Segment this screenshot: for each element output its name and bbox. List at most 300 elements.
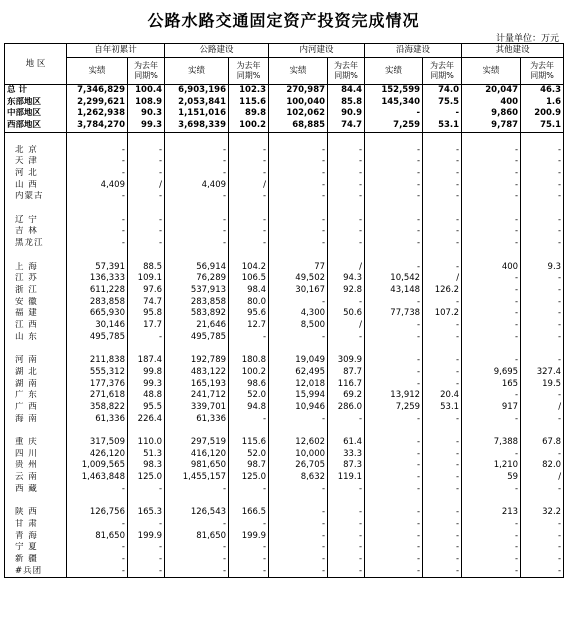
actual-cell: - <box>269 156 328 168</box>
region-cell: 贵 州 <box>5 460 67 472</box>
spacer-cell <box>165 132 229 144</box>
actual-cell: - <box>365 226 423 238</box>
yoy-cell: 48.8 <box>128 390 165 402</box>
actual-cell: - <box>462 238 521 250</box>
actual-cell: 77 <box>269 262 328 274</box>
actual-cell: - <box>462 542 521 554</box>
table-row <box>5 460 564 472</box>
yoy-cell: - <box>229 226 269 238</box>
yoy-cell: - <box>128 542 165 554</box>
table-row <box>5 156 564 168</box>
region-cell: 吉 林 <box>5 226 67 238</box>
region-cell: 江 西 <box>5 320 67 332</box>
actual-cell: - <box>365 507 423 519</box>
actual-cell: - <box>365 108 423 120</box>
yoy-cell: 309.9 <box>328 355 365 367</box>
actual-cell: - <box>165 215 229 227</box>
actual-cell: - <box>462 320 521 332</box>
actual-cell: - <box>365 414 423 426</box>
region-cell: 东部地区 <box>5 97 67 109</box>
actual-cell: - <box>165 554 229 566</box>
table-row <box>5 449 564 461</box>
yoy-cell: 74.7 <box>328 120 365 132</box>
actual-cell: - <box>462 226 521 238</box>
table-row <box>5 414 564 426</box>
actual-cell: - <box>365 437 423 449</box>
actual-cell: 62,495 <box>269 367 328 379</box>
actual-cell: 2,299,621 <box>67 97 128 109</box>
actual-cell: - <box>462 355 521 367</box>
actual-cell: - <box>365 320 423 332</box>
table-header <box>5 44 564 85</box>
region-cell: 江 苏 <box>5 273 67 285</box>
region-cell: 湖 南 <box>5 379 67 391</box>
actual-cell: 241,712 <box>165 390 229 402</box>
yoy-header <box>521 58 564 85</box>
yoy-cell: - <box>328 542 365 554</box>
actual-cell: - <box>365 566 423 578</box>
yoy-cell: - <box>229 238 269 250</box>
yoy-cell: 100.2 <box>229 120 269 132</box>
yoy-cell: - <box>521 542 564 554</box>
yoy-cell: - <box>328 180 365 192</box>
yoy-cell: - <box>521 519 564 531</box>
yoy-cell: - <box>128 519 165 531</box>
yoy-cell: - <box>521 355 564 367</box>
yoy-cell: - <box>423 332 462 344</box>
actual-cell: 537,913 <box>165 285 229 297</box>
actual-cell: 21,646 <box>165 320 229 332</box>
yoy-cell: 87.7 <box>328 367 365 379</box>
actual-cell: - <box>165 542 229 554</box>
actual-cell: - <box>269 531 328 543</box>
spacer-cell <box>423 203 462 215</box>
actual-cell: 165,193 <box>165 379 229 391</box>
actual-cell: 61,336 <box>67 414 128 426</box>
actual-cell: 192,789 <box>165 355 229 367</box>
actual-cell: - <box>269 542 328 554</box>
yoy-cell: 1.6 <box>521 97 564 109</box>
yoy-cell: 51.3 <box>128 449 165 461</box>
yoy-cell: 98.3 <box>128 460 165 472</box>
actual-cell: 165 <box>462 379 521 391</box>
table-row <box>5 85 564 97</box>
yoy-cell: 99.3 <box>128 120 165 132</box>
spacer-row <box>5 250 564 262</box>
spacer-cell <box>365 425 423 437</box>
spacer-cell <box>229 496 269 508</box>
yoy-cell: - <box>423 156 462 168</box>
yoy-cell: 99.8 <box>128 367 165 379</box>
yoy-header-line2: 同期% <box>236 71 261 80</box>
actual-cell: - <box>269 297 328 309</box>
actual-cell: - <box>365 449 423 461</box>
yoy-cell: - <box>423 191 462 203</box>
yoy-cell: 226.4 <box>128 414 165 426</box>
spacer-cell <box>462 250 521 262</box>
actual-cell: 136,333 <box>67 273 128 285</box>
actual-cell: - <box>365 379 423 391</box>
yoy-cell: 84.4 <box>328 85 365 97</box>
actual-cell: 270,987 <box>269 85 328 97</box>
spacer-cell <box>128 250 165 262</box>
group-header-inland: 内河建设 <box>269 44 365 58</box>
yoy-cell: 53.1 <box>423 402 462 414</box>
yoy-cell: 94.3 <box>328 273 365 285</box>
table-row <box>5 507 564 519</box>
actual-cell: - <box>462 191 521 203</box>
region-cell: 天 津 <box>5 156 67 168</box>
actual-cell: - <box>462 554 521 566</box>
yoy-cell: 200.9 <box>521 108 564 120</box>
yoy-cell: - <box>328 519 365 531</box>
yoy-cell: 199.9 <box>128 531 165 543</box>
yoy-cell: 107.2 <box>423 308 462 320</box>
actual-cell: 8,632 <box>269 472 328 484</box>
region-cell: 甘 肃 <box>5 519 67 531</box>
spacer-cell <box>67 250 128 262</box>
actual-cell: 1,210 <box>462 460 521 472</box>
spacer-row <box>5 132 564 144</box>
spacer-cell <box>269 132 328 144</box>
yoy-cell: - <box>423 145 462 157</box>
yoy-cell: 180.8 <box>229 355 269 367</box>
yoy-cell: - <box>328 554 365 566</box>
spacer-cell <box>269 203 328 215</box>
yoy-cell: - <box>521 531 564 543</box>
yoy-cell: - <box>328 332 365 344</box>
actual-cell: 4,409 <box>165 180 229 192</box>
yoy-header <box>423 58 462 85</box>
actual-cell: 917 <box>462 402 521 414</box>
actual-cell: - <box>365 215 423 227</box>
group-header-highway: 公路建设 <box>165 44 269 58</box>
yoy-cell: - <box>328 215 365 227</box>
spacer-cell <box>423 132 462 144</box>
yoy-cell: - <box>423 226 462 238</box>
region-cell: 海 南 <box>5 414 67 426</box>
yoy-cell: - <box>521 180 564 192</box>
region-cell: 西 藏 <box>5 484 67 496</box>
actual-cell: - <box>462 273 521 285</box>
table-row <box>5 180 564 192</box>
actual-cell: 12,602 <box>269 437 328 449</box>
actual-cell: 583,892 <box>165 308 229 320</box>
yoy-cell: 100.2 <box>229 367 269 379</box>
actual-cell: 358,822 <box>67 402 128 414</box>
table-row <box>5 554 564 566</box>
actual-header: 实绩 <box>462 58 521 85</box>
yoy-cell: - <box>521 273 564 285</box>
actual-cell: 4,300 <box>269 308 328 320</box>
actual-cell: - <box>67 519 128 531</box>
yoy-cell: - <box>229 484 269 496</box>
spacer-cell <box>5 496 67 508</box>
table-row <box>5 566 564 578</box>
spacer-cell <box>365 203 423 215</box>
actual-cell: - <box>365 531 423 543</box>
table-row <box>5 472 564 484</box>
yoy-cell: 53.1 <box>423 120 462 132</box>
yoy-cell: 115.6 <box>229 437 269 449</box>
yoy-cell: 50.6 <box>328 308 365 320</box>
yoy-header-line2: 同期% <box>430 71 454 80</box>
actual-cell: 297,519 <box>165 437 229 449</box>
yoy-cell: / <box>229 180 269 192</box>
actual-cell: - <box>462 180 521 192</box>
actual-cell: 30,146 <box>67 320 128 332</box>
spacer-cell <box>521 496 564 508</box>
spacer-cell <box>462 203 521 215</box>
yoy-cell: 32.2 <box>521 507 564 519</box>
yoy-cell: - <box>423 367 462 379</box>
actual-cell: - <box>269 332 328 344</box>
actual-cell: - <box>165 191 229 203</box>
actual-cell: - <box>165 238 229 250</box>
spacer-cell <box>128 132 165 144</box>
actual-cell: 1,009,565 <box>67 460 128 472</box>
yoy-cell: 125.0 <box>229 472 269 484</box>
yoy-cell: 85.8 <box>328 97 365 109</box>
actual-cell: 9,695 <box>462 367 521 379</box>
actual-cell: - <box>365 460 423 472</box>
actual-cell: - <box>165 168 229 180</box>
actual-cell: 317,509 <box>67 437 128 449</box>
table-row <box>5 390 564 402</box>
actual-cell: - <box>462 484 521 496</box>
region-cell: 宁 夏 <box>5 542 67 554</box>
yoy-cell: 90.9 <box>328 108 365 120</box>
yoy-cell: - <box>128 156 165 168</box>
region-cell: 陕 西 <box>5 507 67 519</box>
actual-header: 实绩 <box>165 58 229 85</box>
yoy-cell: - <box>423 531 462 543</box>
yoy-cell: 92.8 <box>328 285 365 297</box>
yoy-cell: - <box>229 215 269 227</box>
spacer-cell <box>67 132 128 144</box>
actual-cell: 81,650 <box>165 531 229 543</box>
yoy-header-line2: 同期% <box>334 71 358 80</box>
actual-cell: 6,903,196 <box>165 85 229 97</box>
report-title: 公路水路交通固定资产投资完成情况 <box>147 11 420 30</box>
actual-cell: 126,543 <box>165 507 229 519</box>
actual-cell: 400 <box>462 262 521 274</box>
actual-cell: - <box>462 414 521 426</box>
actual-cell: 495,785 <box>67 332 128 344</box>
investment-table <box>4 43 564 578</box>
actual-cell: - <box>365 180 423 192</box>
spacer-cell <box>521 250 564 262</box>
actual-cell: 7,388 <box>462 437 521 449</box>
yoy-cell: - <box>423 168 462 180</box>
actual-cell: - <box>269 414 328 426</box>
actual-cell: - <box>269 145 328 157</box>
actual-cell: 283,858 <box>165 297 229 309</box>
yoy-cell: 80.0 <box>229 297 269 309</box>
actual-cell: - <box>462 531 521 543</box>
spacer-row <box>5 425 564 437</box>
actual-cell: - <box>462 156 521 168</box>
actual-cell: 100,040 <box>269 97 328 109</box>
actual-cell: 12,018 <box>269 379 328 391</box>
table-row <box>5 484 564 496</box>
spacer-cell <box>328 250 365 262</box>
spacer-cell <box>229 203 269 215</box>
actual-cell: - <box>269 566 328 578</box>
region-cell: 山 西 <box>5 180 67 192</box>
spacer-cell <box>269 425 328 437</box>
spacer-cell <box>328 203 365 215</box>
spacer-cell <box>365 250 423 262</box>
yoy-cell: 89.8 <box>229 108 269 120</box>
table-row <box>5 297 564 309</box>
actual-cell: 15,994 <box>269 390 328 402</box>
yoy-cell: / <box>521 472 564 484</box>
yoy-cell: 52.0 <box>229 449 269 461</box>
yoy-cell: - <box>521 215 564 227</box>
spacer-cell <box>328 132 365 144</box>
actual-cell: - <box>165 145 229 157</box>
actual-header: 实绩 <box>67 58 128 85</box>
yoy-header <box>128 58 165 85</box>
yoy-cell: - <box>229 566 269 578</box>
yoy-cell: - <box>423 566 462 578</box>
table-row <box>5 262 564 274</box>
yoy-header-line1: 为去年 <box>530 61 555 70</box>
spacer-cell <box>328 496 365 508</box>
actual-cell: 126,756 <box>67 507 128 519</box>
spacer-cell <box>67 343 128 355</box>
actual-cell: 9,860 <box>462 108 521 120</box>
actual-cell: 19,049 <box>269 355 328 367</box>
actual-cell: 10,946 <box>269 402 328 414</box>
yoy-cell: 116.7 <box>328 379 365 391</box>
yoy-cell: - <box>328 566 365 578</box>
table-row <box>5 320 564 332</box>
actual-cell: - <box>269 484 328 496</box>
yoy-header <box>328 58 365 85</box>
actual-cell: 77,738 <box>365 308 423 320</box>
actual-cell: - <box>365 367 423 379</box>
spacer-row <box>5 496 564 508</box>
yoy-cell: 125.0 <box>128 472 165 484</box>
table-row <box>5 215 564 227</box>
actual-cell: 400 <box>462 97 521 109</box>
actual-cell: - <box>165 566 229 578</box>
yoy-header-line1: 为去年 <box>236 61 261 70</box>
yoy-cell: - <box>328 145 365 157</box>
yoy-cell: - <box>229 145 269 157</box>
table-row <box>5 273 564 285</box>
spacer-cell <box>165 343 229 355</box>
yoy-cell: - <box>521 414 564 426</box>
yoy-cell: - <box>423 108 462 120</box>
actual-cell: 20,047 <box>462 85 521 97</box>
region-cell: 新 疆 <box>5 554 67 566</box>
yoy-cell: - <box>128 145 165 157</box>
actual-cell: - <box>165 226 229 238</box>
table-row <box>5 285 564 297</box>
actual-cell: 495,785 <box>165 332 229 344</box>
actual-cell: 56,914 <box>165 262 229 274</box>
yoy-cell: - <box>423 554 462 566</box>
region-cell: 辽 宁 <box>5 215 67 227</box>
spacer-cell <box>521 132 564 144</box>
spacer-cell <box>269 343 328 355</box>
yoy-cell: 82.0 <box>521 460 564 472</box>
region-cell: 内蒙古 <box>5 191 67 203</box>
yoy-cell: 108.9 <box>128 97 165 109</box>
yoy-cell: - <box>128 554 165 566</box>
yoy-cell: - <box>328 238 365 250</box>
yoy-cell: 94.8 <box>229 402 269 414</box>
group-header-coastal: 沿海建设 <box>365 44 462 58</box>
yoy-cell: 115.6 <box>229 97 269 109</box>
actual-cell: - <box>365 297 423 309</box>
spacer-cell <box>229 132 269 144</box>
yoy-cell: 119.1 <box>328 472 365 484</box>
actual-cell: - <box>67 238 128 250</box>
region-cell: 安 徽 <box>5 297 67 309</box>
yoy-cell: - <box>128 226 165 238</box>
actual-cell: - <box>67 156 128 168</box>
yoy-cell: 99.3 <box>128 379 165 391</box>
actual-cell: 211,838 <box>67 355 128 367</box>
yoy-cell: 98.7 <box>229 460 269 472</box>
yoy-cell: - <box>423 215 462 227</box>
actual-cell: - <box>67 554 128 566</box>
actual-cell: - <box>67 168 128 180</box>
spacer-cell <box>269 250 328 262</box>
actual-cell: 68,885 <box>269 120 328 132</box>
actual-header: 实绩 <box>269 58 328 85</box>
yoy-cell: - <box>423 460 462 472</box>
yoy-cell: 75.1 <box>521 120 564 132</box>
actual-cell: 7,346,829 <box>67 85 128 97</box>
spacer-cell <box>423 496 462 508</box>
yoy-cell: - <box>521 168 564 180</box>
spacer-cell <box>521 203 564 215</box>
yoy-cell: - <box>128 484 165 496</box>
spacer-cell <box>165 203 229 215</box>
region-cell: 总 计 <box>5 85 67 97</box>
subheader-row <box>5 58 564 85</box>
yoy-cell: - <box>128 332 165 344</box>
table-row <box>5 145 564 157</box>
yoy-cell: - <box>229 191 269 203</box>
region-cell: 云 南 <box>5 472 67 484</box>
actual-cell: 339,701 <box>165 402 229 414</box>
spacer-cell <box>5 425 67 437</box>
yoy-cell: - <box>328 191 365 203</box>
actual-cell: 1,463,848 <box>67 472 128 484</box>
spacer-cell <box>328 425 365 437</box>
table-row <box>5 168 564 180</box>
yoy-cell: - <box>423 414 462 426</box>
actual-cell: 145,340 <box>365 97 423 109</box>
actual-header: 实绩 <box>365 58 423 85</box>
spacer-cell <box>423 250 462 262</box>
yoy-cell: - <box>423 180 462 192</box>
yoy-cell: - <box>328 168 365 180</box>
actual-cell: 3,784,270 <box>67 120 128 132</box>
yoy-header-line2: 同期% <box>530 71 554 80</box>
region-header: 地 区 <box>5 44 67 85</box>
spacer-cell <box>128 425 165 437</box>
yoy-cell: - <box>423 238 462 250</box>
spacer-cell <box>67 203 128 215</box>
region-cell: 中部地区 <box>5 108 67 120</box>
